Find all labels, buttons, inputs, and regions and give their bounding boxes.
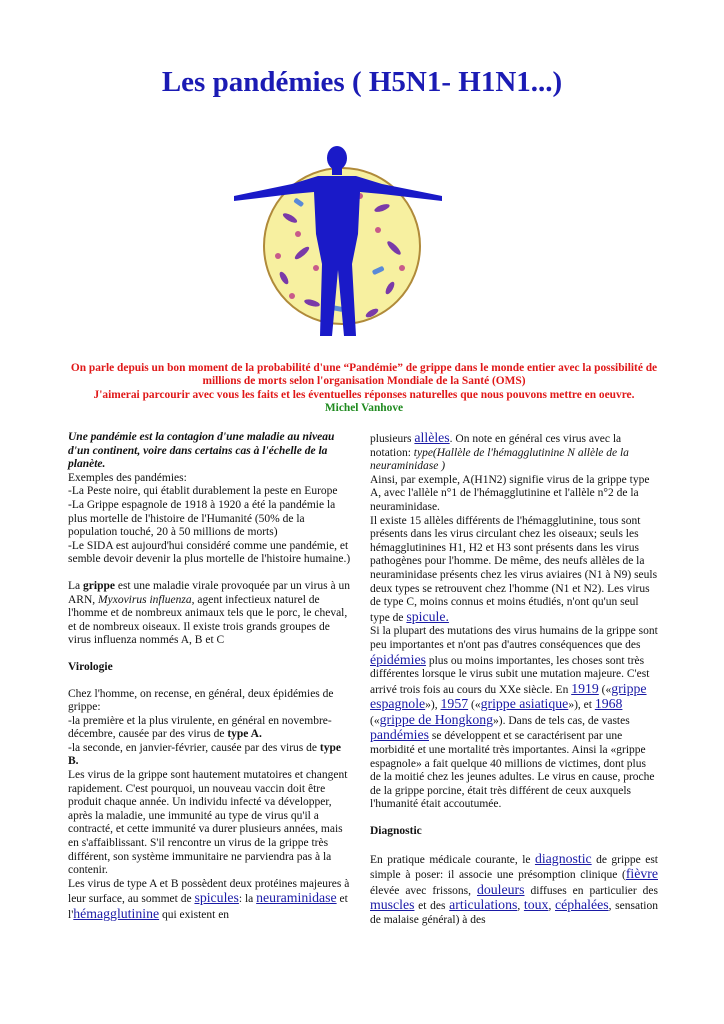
cephalees-link[interactable]: céphalées [555,897,609,913]
myxovirus-term: Myxovirus influenza [98,593,192,606]
intro-statement: On parle depuis un bon moment de la probabilité d'une “Pandémie” de grippe dans le monde entier avec la possibilité de millions de morts selon l'organisation Mondiale de la Santé (OMS) [70,362,658,388]
diagnostic-paragraph: En pratique médicale courante, le diagnostic de grippe est simple à poser: il associe une présomption clinique (fièvre élevée avec frissons, douleurs diffuses en particulier des muscles et des articulations, toux, céphalées, sensation de malaise général) à des [370,850,658,926]
asian-flu-link[interactable]: grippe asiatique [480,696,569,712]
example-plague: -La Peste noire, qui établit durablement la peste en Europe [68,485,338,498]
examples-heading: Exemples des pandémies: [68,471,187,484]
left-column [68,431,354,923]
fievre-link[interactable]: fièvre [625,866,658,882]
toux-link[interactable]: toux [523,897,549,913]
virologie-intro: Chez l'homme, on recense, en général, deux épidémies de grippe: [68,687,334,714]
author-name: Michel Vanhove [324,402,404,415]
spicule-link[interactable]: spicule. [406,608,449,624]
neuraminidase-link[interactable]: neuraminidase [256,890,337,906]
intro-block [64,362,664,416]
pandemies-link[interactable]: pandémies [370,727,430,743]
alleles-link[interactable]: allèles [414,430,450,445]
epidemies-link[interactable]: épidémies [370,651,426,667]
first-epidemic: -la première et la plus virulente, en général en novembre-décembre, causée par des virus de type A. [68,714,332,741]
alleles-paragraph: plusieurs allèles. On note en général ces virus avec la notation: type(Hallèle de l'hémagglutinine N allèle de la neuraminidase ) [370,430,629,473]
alleles-detail: Il existe 15 allèles différents de l'hémagglutinine, tous sont présents dans les virus circulant chez les oiseaux; seuls les hémagglutinines H1, H2 et H3 sont présents dans les virus pathogènes pour l'homme. De même, des neufs allèles de la neuraminidase présents chez les virus aviaires (N1 à N9) seuls deux types se retrouvent chez l'homme (N1 et N2). Les virus de type C, moins connus et moins étudiés, n'ont qu'un seul type de spicule. [370,514,658,624]
flu-paragraph: La grippe est une maladie virale provoquée par un virus à un ARN, Myxovirus influenza, agent infectieux naturel de l'homme et de nombreux animaux tels que le porc, le cheval, et de nombreux oiseaux. Il existe trois grands groupes de virus influenza nommés A, B et C [68,579,350,647]
example-spanish-flu: -La Grippe espagnole de 1918 à 1920 a été la pandémie la plus mortelle de l'histoire de l'Humanité (50% de la population touché, 20 à 50 millions de morts) [68,498,336,539]
pandemic-illustration [232,138,444,340]
hongkong-flu-link[interactable]: grippe de Hongkong [379,711,494,727]
intro-purpose: J'aimerai parcourir avec vous les faits et les éventuelles réponses naturelles que nous pouvons mettre en oeuvre. [93,388,635,401]
second-epidemic: -la seconde, en janvier-février, causée par des virus de type B. [68,741,341,768]
spanish-flu-link[interactable]: grippe espagnole [370,680,647,712]
example-aids: -Le SIDA est aujourd'hui considéré comme une pandémie, et semble devoir devenir la plus mortelle de l'histoire humaine.) [68,539,351,566]
year-1968-link[interactable]: 1968 [594,696,623,712]
year-1919-link[interactable]: 1919 [571,680,599,696]
proteins-paragraph: Les virus de type A et B possèdent deux protéines majeures à leur surface, au sommet de spicules: la neuraminidase et l'hémagglutinine qui existent en [68,877,350,921]
douleurs-link[interactable]: douleurs [476,881,525,897]
year-1957-link[interactable]: 1957 [440,696,469,712]
diagnostic-heading: Diagnostic [370,825,422,838]
example-notation: Ainsi, par exemple, A(H1N2) signifie virus de la grippe type A, avec l'allèle n°1 de l'hémagglutinine et l'allèle n°2 de la neuraminidase. [370,473,650,513]
articulations-link[interactable]: articulations [449,897,518,913]
diagnostic-link[interactable]: diagnostic [534,850,592,866]
virologie-heading: Virologie [68,660,113,673]
major-mutation-paragraph: Si la plupart des mutations des virus humains de la grippe sont peu importantes et n'ont pas d'autres conséquences que des épidémies plus ou moins importantes, les choses sont très différentes lorsque le virus subit une mutation majeure. C'est arrivé trois fois au cours du XXe siècle. En 1919 («grippe espagnole»), 1957 («grippe asiatique»), et 1968 («grippe de Hongkong»). Dans de tels cas, de vastes pandémies se développent et se caractérisent par une morbidité et une mortalité très importantes. Ainsi la «grippe espagnole» a fait quelque 40 millions de victimes, dont plus de la moitié chez les jeunes adultes. Le virus en cause, proche de la grippe porcine, était très différent de ceux auxquels l'humanité était accoutumée. [370,625,658,811]
page-title: Les pandémies ( H5N1- H1N1...) [161,66,563,98]
muscles-link[interactable]: muscles [370,897,415,913]
pandemic-definition: Une pandémie est la contagion d'une maladie au niveau d'un continent, voire dans certains cas à l'échelle de la planète. [68,431,335,471]
mutation-paragraph: Les virus de la grippe sont hautement mutatoires et changent rapidement. C'est pourquoi, un nouveau vaccin doit être produit chaque année. Un individu infecté va développer, après la maladie, une immunité au type de virus qu'il a contracté, et cette immunité va durer plusieurs années, mais en s'affaiblissant. S'il rencontre un virus de la grippe très différent, son système immunitaire ne parviendra pas à la contenir. [68,769,348,877]
right-column [370,431,658,928]
spicules-link[interactable]: spicules [194,890,239,906]
hemagglutinine-link[interactable]: hémagglutinine [73,906,160,921]
grippe-term: grippe [83,579,115,592]
